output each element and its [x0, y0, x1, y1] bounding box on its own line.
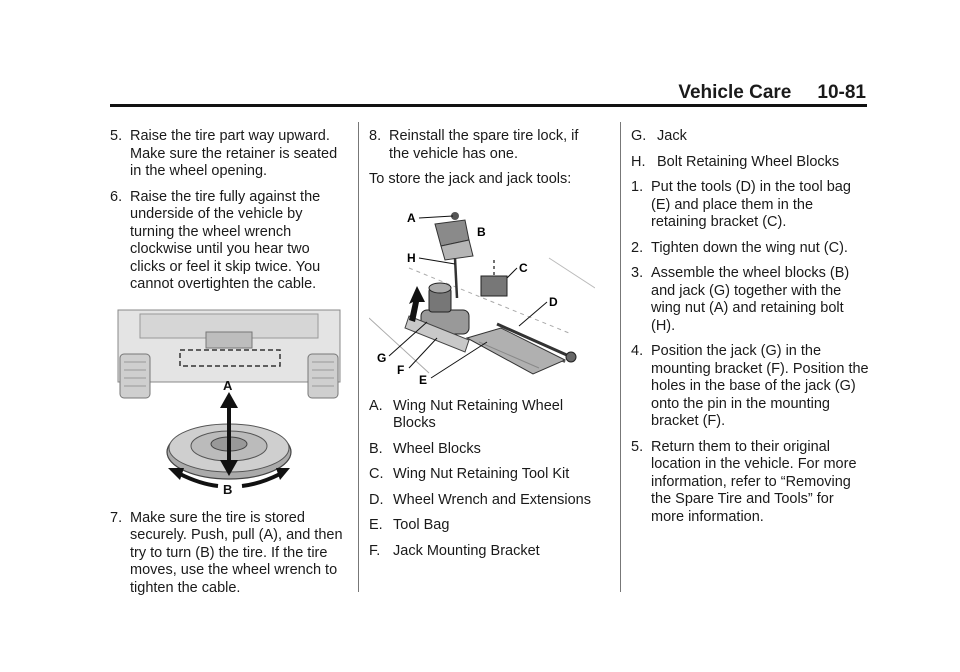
legend-item: D. Wheel Wrench and Extensions: [369, 491, 592, 508]
page-number: 10-81: [817, 82, 866, 103]
figure-label-d: D: [549, 294, 558, 309]
column-2: [369, 128, 601, 568]
figure-label-f: F: [397, 362, 405, 377]
jack-storage-figure: [369, 198, 595, 388]
step-item: 5. Return them to their original location in the vehicle. For more information, refer to “Removing the Spare Tire and Tools” for more information.: [631, 438, 857, 525]
legend-item: C. Wing Nut Retaining Tool Kit: [369, 466, 570, 482]
step-item: 1. Put the tools (D) in the tool bag (E) and place them in the retaining bracket (C).: [631, 179, 851, 230]
figure-label-g: G: [377, 350, 387, 365]
intro-text: To store the jack and jack tools:: [369, 171, 572, 187]
step-item: 4. Position the jack (G) in the mounting bracket (F). Position the holes in the base of the jack (G) onto the pin in the mounting bracket (F).: [631, 343, 869, 429]
legend-item: A. Wing Nut Retaining Wheel Blocks: [369, 397, 564, 431]
figure-label-c: C: [519, 260, 528, 275]
step-item: 8. Reinstall the spare tire lock, if the vehicle has one.: [369, 128, 579, 162]
column-divider: [620, 122, 621, 592]
step-item: 7. Make sure the tire is stored securely. Push, pull (A), and then try to turn (B) the tire. If the tire moves, use the wheel wrench to tighten the cable.: [110, 509, 343, 596]
legend-item: B. Wheel Blocks: [369, 440, 481, 457]
column-divider: [358, 122, 359, 592]
header-rule: [110, 104, 867, 107]
column-3: [631, 128, 869, 534]
figure-label-b: B: [477, 224, 486, 239]
step-item: 3. Assemble the wheel blocks (B) and jack (G) together with the wing nut (A) and retaining bolt (H).: [631, 265, 850, 334]
step-item: 6. Raise the tire fully against the underside of the vehicle by turning the wheel wrench clockwise until you hear two clicks or feel it skip twice. You cannot overtighten the cable.: [110, 188, 321, 292]
spare-tire-raise-figure: [110, 308, 348, 496]
step-item: 2. Tighten down the wing nut (C).: [631, 239, 848, 256]
legend-item: F. Jack Mounting Bracket: [369, 542, 540, 559]
legend-item: H. Bolt Retaining Wheel Blocks: [631, 153, 840, 170]
figure-label-h: H: [407, 250, 416, 265]
step-item: 5. Raise the tire part way upward. Make sure the retainer is seated in the wheel opening.: [110, 128, 338, 179]
column-1: [110, 128, 348, 605]
figure-label-a: A: [223, 377, 233, 393]
legend-item: G. Jack: [631, 128, 687, 144]
section-title: Vehicle Care: [678, 82, 792, 103]
legend-item: E. Tool Bag: [369, 517, 450, 533]
page-header: [110, 82, 866, 106]
figure-label-e: E: [419, 372, 428, 387]
figure-label-a: A: [407, 210, 416, 225]
figure-label-b: B: [223, 481, 233, 496]
